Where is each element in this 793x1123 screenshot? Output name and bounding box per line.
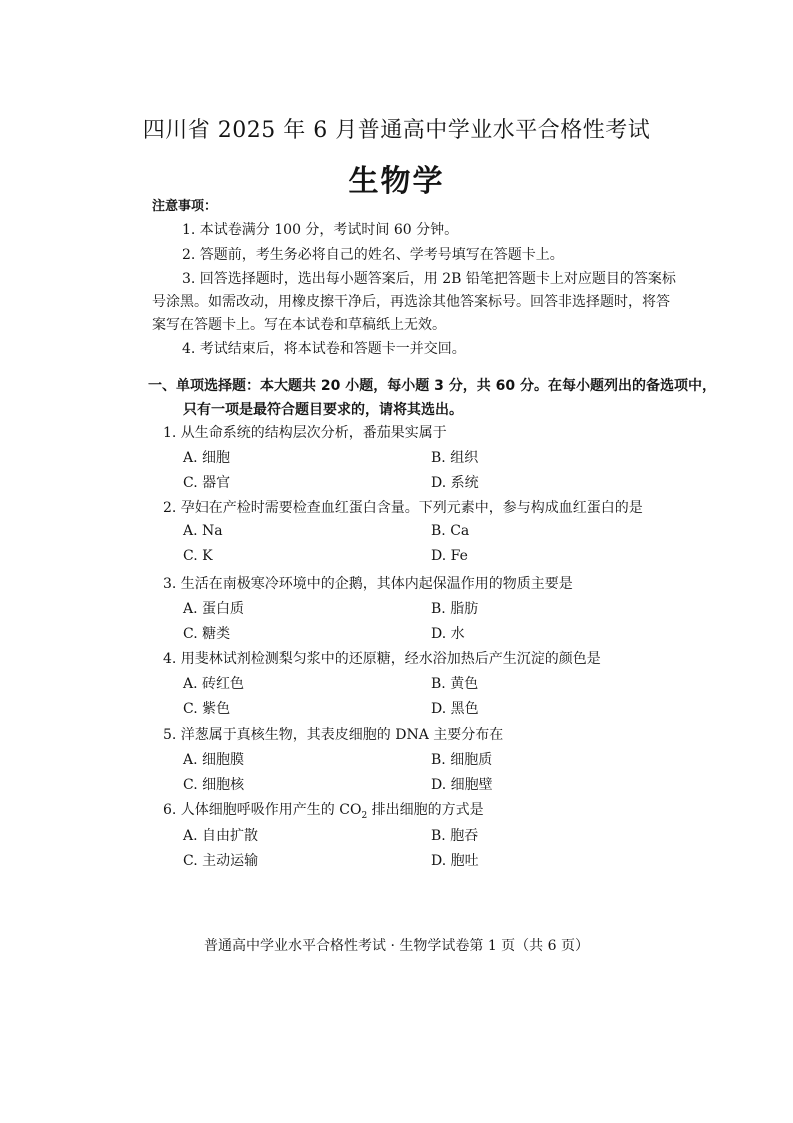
question-2-stem: 2. 孕妇在产检时需要检查血红蛋白含量。下列元素中，参与构成血红蛋白的是	[163, 500, 643, 516]
question-1-stem: 1. 从生命系统的结构层次分析，番茄果实属于	[163, 425, 447, 441]
question-4-option-a: A. 砖红色	[183, 676, 245, 692]
question-6-option-b: B. 胞吞	[431, 828, 479, 844]
question-3-option-b: B. 脂肪	[431, 601, 479, 617]
question-1-option-c: C. 器官	[183, 475, 231, 491]
question-3-option-d: D. 水	[431, 626, 465, 642]
question-6-stem	[163, 799, 484, 821]
question-3-option-a: A. 蛋白质	[183, 601, 245, 617]
question-5-option-c: C. 细胞核	[183, 777, 245, 793]
question-2-option-d: D. Fe	[431, 548, 468, 564]
question-4-option-c: C. 紫色	[183, 701, 231, 717]
question-5-stem: 5. 洋葱属于真核生物，其表皮细胞的 DNA 主要分布在	[163, 727, 504, 743]
co2-subscript: 2	[361, 810, 368, 821]
section-1-heading: 一、单项选择题：本大题共 20 小题，每小题 3 分，共 60 分。在每小题列出的备选项中，	[148, 378, 716, 394]
notice-item-2: 2. 答题前，考生务必将自己的姓名、学考号填写在答题卡上。	[182, 247, 564, 263]
notice-heading: 注意事项：	[152, 199, 218, 214]
notice-item-4: 4. 考试结束后，将本试卷和答题卡一并交回。	[182, 341, 466, 357]
question-5-option-a: A. 细胞膜	[183, 752, 245, 768]
question-1-option-d: D. 系统	[431, 475, 479, 491]
question-6-stem-text-end: 排出细胞的方式是	[367, 802, 484, 818]
question-1-option-b: B. 组织	[431, 450, 479, 466]
question-2-option-b: B. Ca	[431, 523, 470, 539]
subject-title: 生物学	[348, 164, 445, 199]
page-footer: 普通高中学业水平合格性考试 · 生物学试卷第 1 页（共 6 页）	[204, 938, 589, 954]
notice-item-3-line-3: 案写在答题卡上。写在本试卷和草稿纸上无效。	[152, 317, 446, 333]
question-4-stem: 4. 用斐林试剂检测梨匀浆中的还原糖，经水浴加热后产生沉淀的颜色是	[163, 651, 601, 667]
notice-item-1: 1. 本试卷满分 100 分，考试时间 60 分钟。	[182, 222, 459, 238]
question-2-option-a: A. Na	[183, 523, 223, 539]
question-6-stem-text: 6. 人体细胞呼吸作用产生的 CO	[163, 802, 362, 818]
exam-title: 四川省 2025 年 6 月普通高中学业水平合格性考试	[142, 118, 651, 143]
question-4-option-d: D. 黑色	[431, 701, 479, 717]
question-5-option-d: D. 细胞壁	[431, 777, 493, 793]
notice-item-3-line-1: 3. 回答选择题时，选出每小题答案后，用 2B 铅笔把答题卡上对应题目的答案标	[182, 271, 676, 287]
question-6-option-c: C. 主动运输	[183, 853, 259, 869]
section-1-heading-line-2: 只有一项是最符合题目要求的，请将其选出。	[183, 402, 463, 418]
question-1-option-a: A. 细胞	[183, 450, 231, 466]
question-4-option-b: B. 黄色	[431, 676, 479, 692]
question-3-stem: 3. 生活在南极寒冷环境中的企鹅，其体内起保温作用的物质主要是	[163, 576, 573, 592]
question-3-option-c: C. 糖类	[183, 626, 231, 642]
question-6-option-a: A. 自由扩散	[183, 828, 259, 844]
notice-item-3-line-2: 号涂黑。如需改动，用橡皮擦干净后，再选涂其他答案标号。回答非选择题时，将答	[152, 294, 670, 310]
question-5-option-b: B. 细胞质	[431, 752, 493, 768]
question-6-option-d: D. 胞吐	[431, 853, 479, 869]
question-2-option-c: C. K	[183, 548, 213, 564]
